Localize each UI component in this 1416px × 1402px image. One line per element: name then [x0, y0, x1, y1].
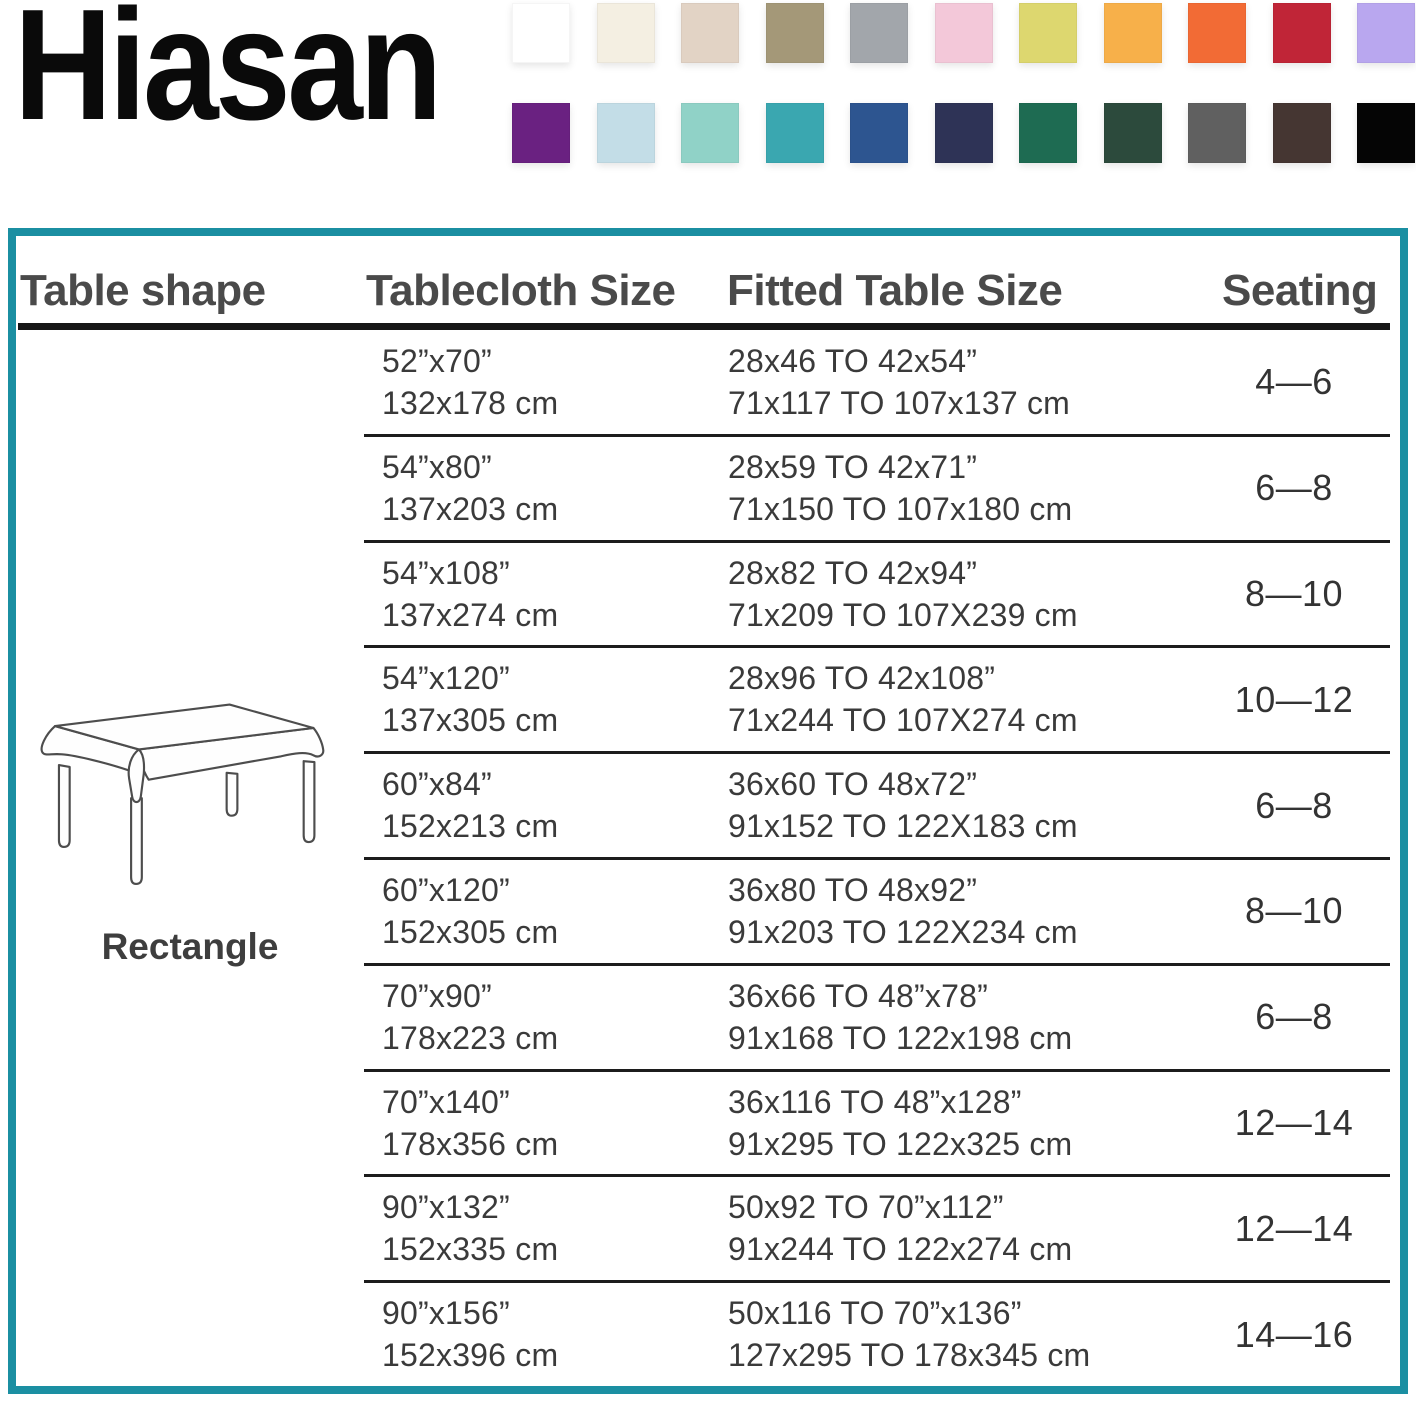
fitted-table-size-inches: 36x116 TO 48”x128” — [728, 1083, 1022, 1120]
brand-logo: Hiasan — [14, 0, 439, 153]
swatch-beige — [681, 3, 739, 63]
color-swatch-row-top — [512, 3, 1415, 63]
fitted-table-size-inches: 50x92 TO 70”x112” — [728, 1189, 1004, 1226]
seating-cell — [1194, 754, 1394, 857]
tablecloth-size-cm: 178x356 cm — [382, 1125, 559, 1162]
fitted-table-size-inches: 28x46 TO 42x54” — [728, 343, 978, 379]
size-row-5 — [364, 754, 1390, 860]
seating-range: 12—14 — [1234, 1101, 1354, 1143]
seating-cell — [1194, 1283, 1394, 1386]
fitted-table-size-cell — [728, 975, 1072, 1059]
tablecloth-size-cm: 152x396 cm — [382, 1337, 559, 1374]
tablecloth-size-inches: 60”x120” — [382, 871, 510, 908]
size-row-8 — [364, 1072, 1390, 1178]
fitted-table-size-cell — [728, 552, 1078, 636]
table-shape-label: Rectangle — [101, 926, 279, 967]
tablecloth-size-inches: 54”x80” — [382, 448, 492, 485]
swatch-navy — [935, 103, 993, 163]
fitted-table-size-inches: 50x116 TO 70”x136” — [728, 1295, 1022, 1332]
seating-cell — [1194, 437, 1394, 540]
fitted-table-size-cell — [728, 446, 1072, 530]
fitted-table-size-cell — [728, 869, 1078, 953]
size-row-3 — [364, 543, 1390, 649]
fitted-table-size-inches: 36x66 TO 48”x78” — [728, 977, 988, 1014]
swatch-grey — [850, 3, 908, 63]
swatch-green — [1019, 103, 1077, 163]
tablecloth-size-cm: 178x223 cm — [382, 1019, 559, 1056]
tablecloth-size-inches: 60”x84” — [382, 766, 492, 803]
tablecloth-size-cm: 137x274 cm — [382, 596, 559, 633]
tablecloth-size-cell — [382, 1292, 558, 1376]
fitted-table-size-cm: 91x244 TO 122x274 cm — [728, 1231, 1073, 1268]
fitted-table-size-inches: 28x59 TO 42x71” — [728, 448, 978, 485]
fitted-table-size-cm: 91x203 TO 122X234 cm — [728, 913, 1078, 950]
size-row-9 — [364, 1177, 1390, 1283]
fitted-table-size-inches: 28x96 TO 42x108” — [728, 660, 996, 697]
seating-range: 6—8 — [1255, 784, 1333, 826]
column-header-tablecloth-size: Tablecloth Size — [366, 266, 676, 315]
size-chart-table — [8, 228, 1408, 1394]
swatch-ivory — [597, 3, 655, 63]
tablecloth-size-cell — [382, 340, 558, 424]
seating-range: 14—16 — [1234, 1313, 1354, 1355]
seating-range: 6—8 — [1255, 467, 1333, 509]
seating-cell — [1194, 1177, 1394, 1280]
seating-range: 4—6 — [1255, 361, 1333, 403]
rectangle-table-icon — [18, 681, 330, 891]
tablecloth-size-inches: 70”x90” — [382, 977, 492, 1014]
swatch-purple — [512, 103, 570, 163]
tablecloth-size-inches: 70”x140” — [382, 1083, 510, 1120]
seating-range: 6—8 — [1255, 996, 1333, 1038]
tablecloth-size-inches: 54”x120” — [382, 660, 510, 697]
fitted-table-size-cm: 71x117 TO 107x137 cm — [728, 385, 1070, 421]
swatch-blue — [850, 103, 908, 163]
size-row-1 — [364, 331, 1390, 437]
tablecloth-size-cm: 152x305 cm — [382, 913, 559, 950]
size-row-4 — [364, 648, 1390, 754]
fitted-table-size-inches: 28x82 TO 42x94” — [728, 554, 978, 591]
swatch-teal — [766, 103, 824, 163]
tablecloth-size-inches: 52”x70” — [382, 343, 492, 379]
size-rows — [364, 331, 1390, 1386]
tablecloth-size-cm: 152x213 cm — [382, 808, 559, 845]
tablecloth-size-cell — [382, 1081, 558, 1165]
fitted-table-size-cm: 91x168 TO 122x198 cm — [728, 1019, 1073, 1056]
fitted-table-size-cm: 127x295 TO 178x345 cm — [728, 1337, 1091, 1374]
size-row-6 — [364, 860, 1390, 966]
tablecloth-size-cell — [382, 975, 558, 1059]
swatch-dark-green — [1104, 103, 1162, 163]
tablecloth-size-cm: 137x305 cm — [382, 702, 559, 739]
header-underline — [18, 323, 1390, 330]
fitted-table-size-cm: 91x152 TO 122X183 cm — [728, 808, 1078, 845]
tablecloth-size-cell — [382, 657, 558, 741]
size-row-2 — [364, 437, 1390, 543]
seating-range: 12—14 — [1234, 1207, 1354, 1249]
swatch-light-blue — [597, 103, 655, 163]
fitted-table-size-cell — [728, 340, 1070, 424]
fitted-table-size-inches: 36x60 TO 48x72” — [728, 766, 978, 803]
column-header-table-shape: Table shape — [20, 266, 266, 315]
tablecloth-size-cell — [382, 869, 558, 953]
swatch-brown — [1273, 103, 1331, 163]
seating-cell — [1194, 648, 1394, 751]
tablecloth-size-cell — [382, 1186, 558, 1270]
swatch-black — [1357, 103, 1415, 163]
seating-range: 8—10 — [1244, 890, 1344, 932]
size-row-7 — [364, 966, 1390, 1072]
tablecloth-size-cm: 152x335 cm — [382, 1231, 559, 1268]
fitted-table-size-inches: 36x80 TO 48x92” — [728, 871, 978, 908]
seating-cell — [1194, 331, 1394, 434]
swatch-red — [1273, 3, 1331, 63]
tablecloth-size-inches: 90”x156” — [382, 1295, 510, 1332]
swatch-white — [512, 3, 570, 63]
column-header-seating: Seating — [1222, 266, 1378, 315]
swatch-orange — [1188, 3, 1246, 63]
tablecloth-size-cm: 137x203 cm — [382, 490, 559, 527]
fitted-table-size-cm: 71x244 TO 107X274 cm — [728, 702, 1078, 739]
seating-range: 8—10 — [1244, 572, 1344, 614]
tablecloth-size-cm: 132x178 cm — [382, 385, 559, 421]
fitted-table-size-cell — [728, 657, 1078, 741]
swatch-lavender — [1357, 3, 1415, 63]
swatch-aqua — [681, 103, 739, 163]
seating-cell — [1194, 1072, 1394, 1175]
fitted-table-size-cm: 71x150 TO 107x180 cm — [728, 490, 1073, 527]
fitted-table-size-cell — [728, 1186, 1072, 1270]
color-swatch-row-bottom — [512, 103, 1415, 163]
seating-cell — [1194, 966, 1394, 1069]
tablecloth-size-cell — [382, 763, 558, 847]
tablecloth-size-inches: 90”x132” — [382, 1189, 510, 1226]
seating-cell — [1194, 860, 1394, 963]
fitted-table-size-cell — [728, 763, 1078, 847]
fitted-table-size-cell — [728, 1292, 1090, 1376]
swatch-dark-grey — [1188, 103, 1246, 163]
fitted-table-size-cm: 71x209 TO 107X239 cm — [728, 596, 1078, 633]
size-row-10 — [364, 1283, 1390, 1386]
swatch-gold — [1104, 3, 1162, 63]
tablecloth-size-cell — [382, 446, 558, 530]
table-shape-cell — [16, 331, 364, 1386]
seating-range: 10—12 — [1234, 678, 1354, 720]
swatch-khaki — [766, 3, 824, 63]
swatch-pink — [935, 3, 993, 63]
column-header-fitted-table-size: Fitted Table Size — [727, 266, 1063, 315]
fitted-table-size-cell — [728, 1081, 1072, 1165]
tablecloth-size-cell — [382, 552, 558, 636]
swatch-yellow — [1019, 3, 1077, 63]
fitted-table-size-cm: 91x295 TO 122x325 cm — [728, 1125, 1073, 1162]
seating-cell — [1194, 543, 1394, 646]
tablecloth-size-inches: 54”x108” — [382, 554, 510, 591]
